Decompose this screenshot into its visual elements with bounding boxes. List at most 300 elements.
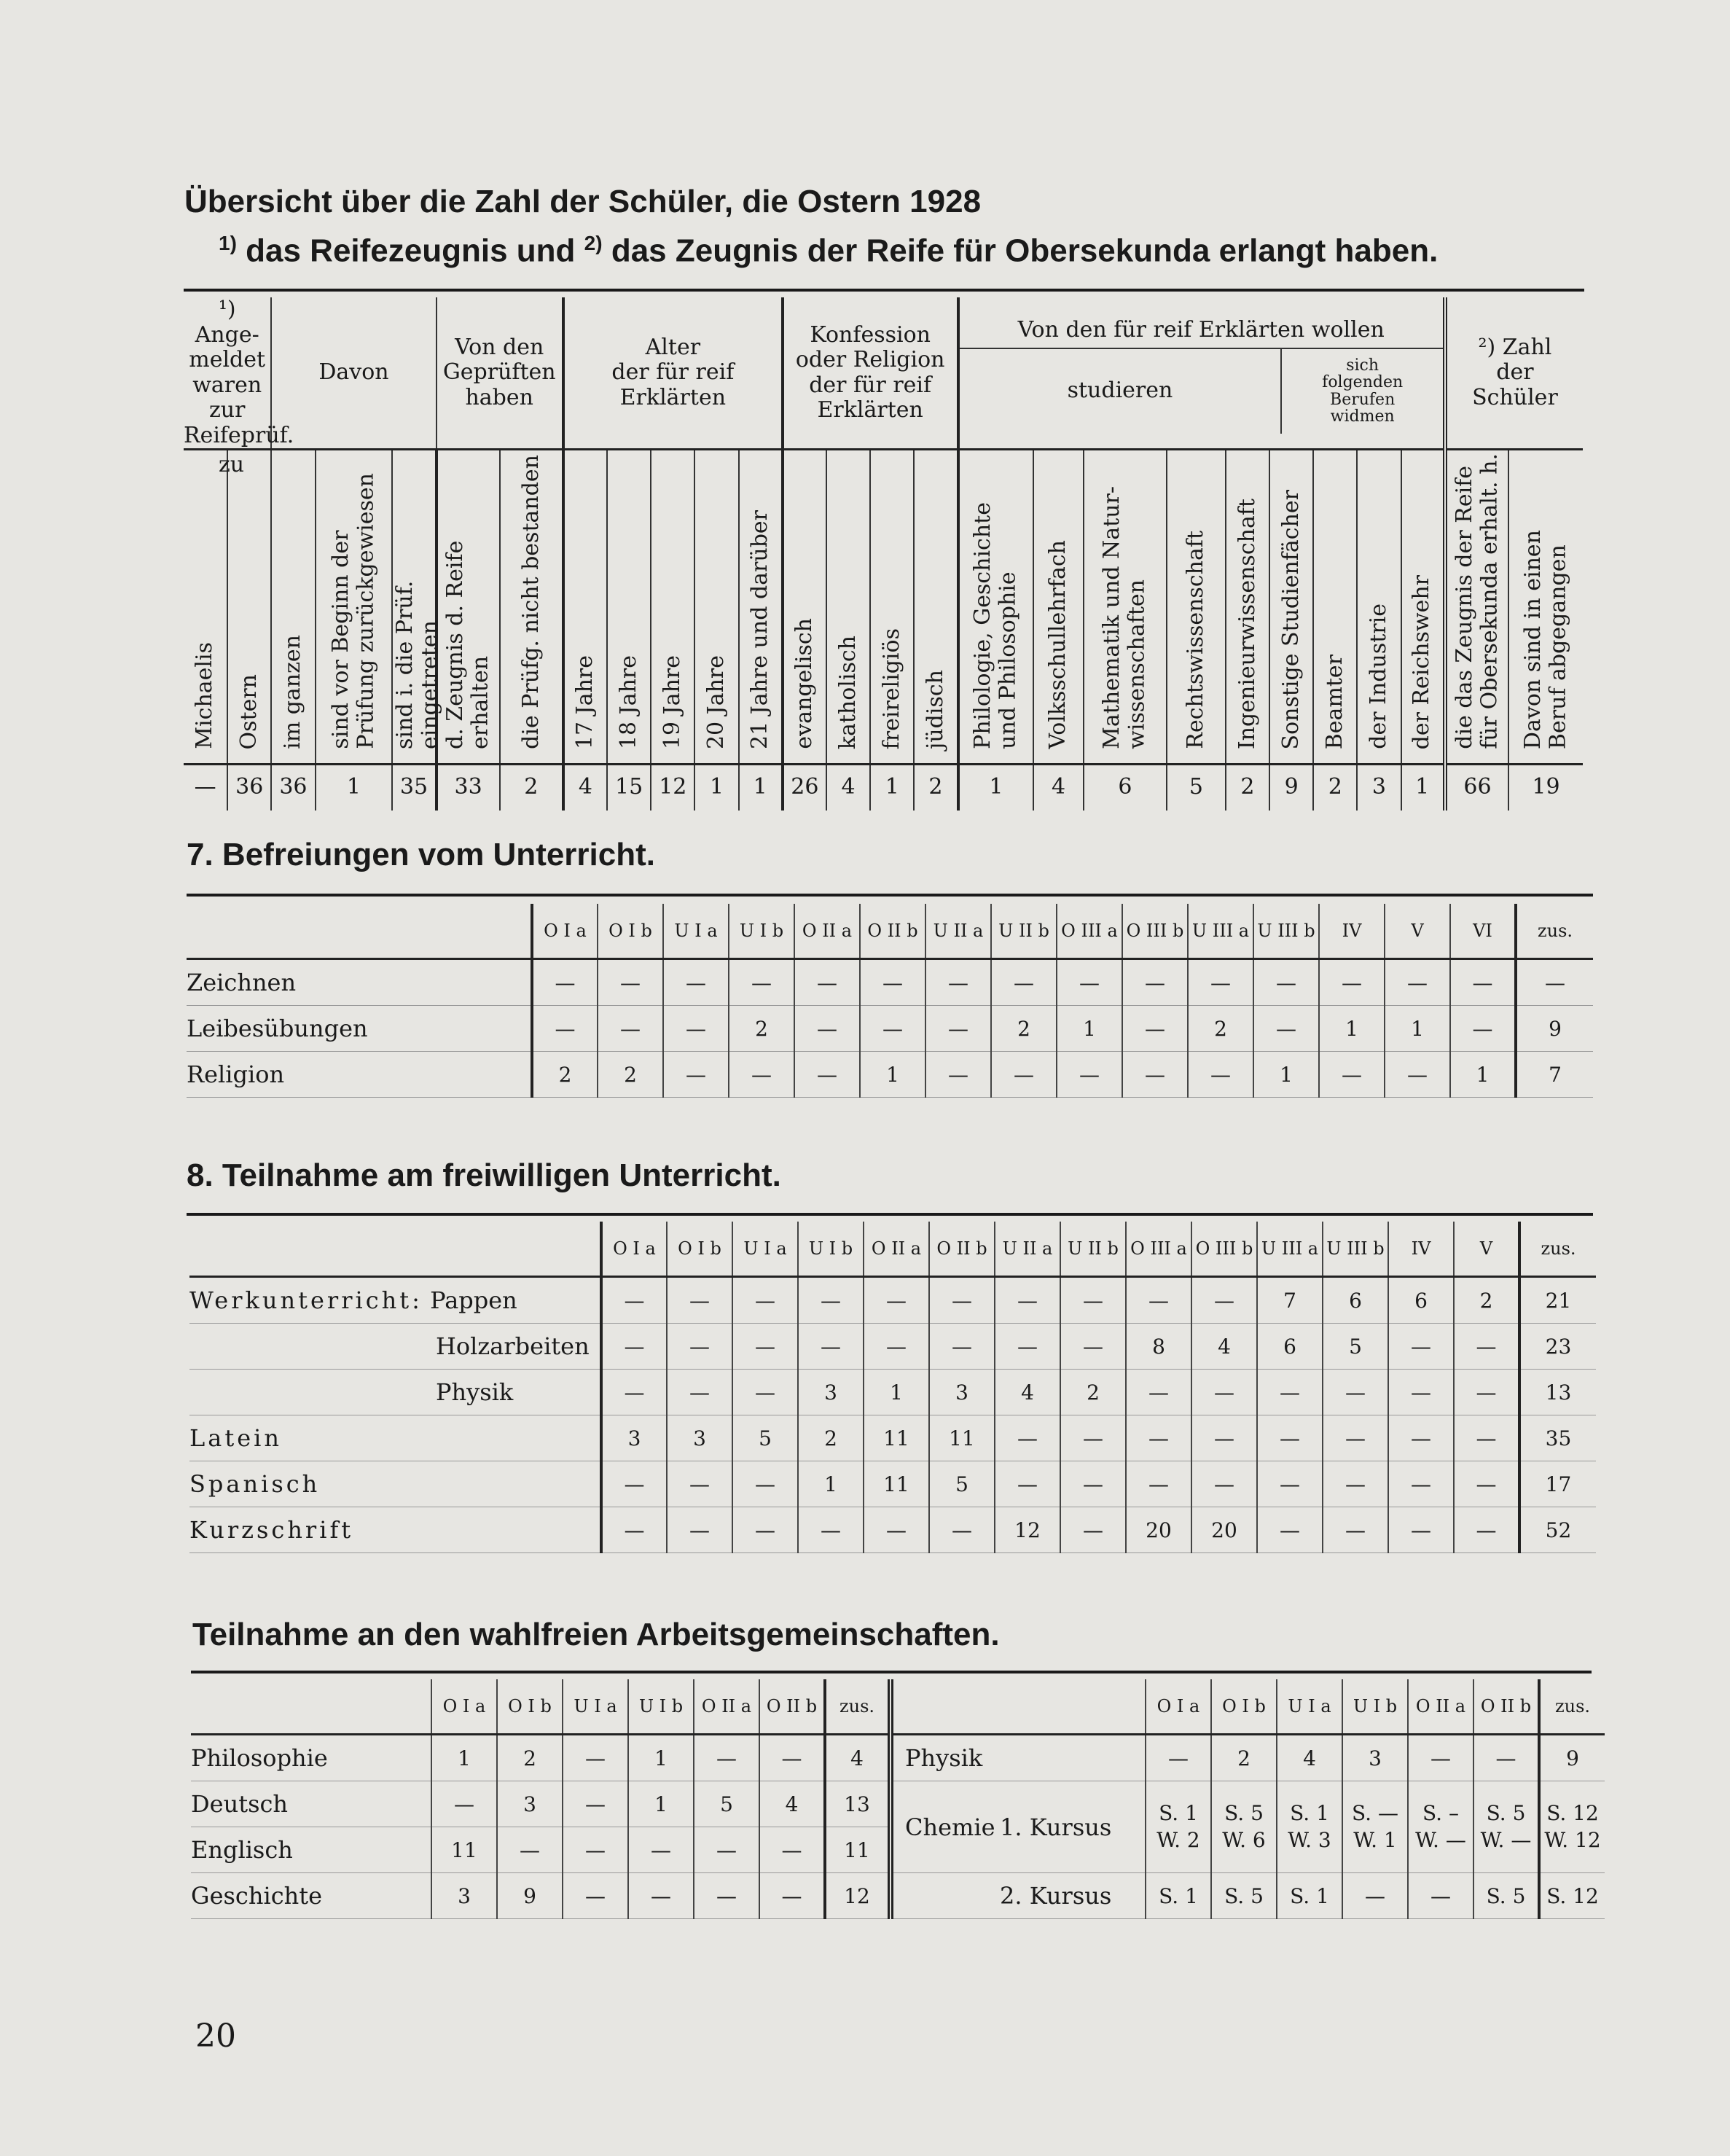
column-label (1167, 450, 1226, 765)
section-7-title: 7. Befreiungen vom Unterricht. (187, 837, 656, 872)
value-cell: — (1122, 1006, 1188, 1052)
value-cell: — (1323, 1507, 1388, 1553)
kursus-label: 2. Kursus (1000, 1873, 1146, 1919)
value-cell: 1 (1450, 1052, 1516, 1098)
value-cell: — (995, 1415, 1060, 1461)
column-header: U III a (1188, 904, 1253, 959)
value-cell: — (1060, 1324, 1126, 1370)
value-cell: 6 (1084, 764, 1167, 811)
value-cell: — (925, 1052, 991, 1098)
value-cell: — (598, 959, 663, 1006)
value-cell: — (1191, 1415, 1257, 1461)
column-header: O II a (694, 1679, 759, 1735)
column-label (870, 450, 914, 765)
column-header: O II b (1473, 1679, 1539, 1735)
column-header: O II b (860, 904, 925, 959)
empty-cell (891, 1873, 1000, 1919)
column-label-text: 19 Jahre (659, 655, 686, 749)
value-cell: 9 (1539, 1735, 1605, 1781)
value-cell: 1 (316, 764, 393, 811)
value-cell: — (929, 1324, 995, 1370)
rule (191, 1671, 1592, 1673)
value-cell: — (1454, 1324, 1519, 1370)
column-header: O I a (431, 1679, 497, 1735)
value-cell: 2 (1188, 1006, 1253, 1052)
value-cell: — (1060, 1507, 1126, 1553)
column-header: zus. (1519, 1222, 1596, 1277)
value-cell: — (628, 1873, 694, 1919)
value-cell: — (1388, 1507, 1454, 1553)
row-label: Religion (187, 1052, 532, 1098)
column-header: U I b (729, 904, 794, 959)
row-label (189, 1277, 601, 1324)
value-cell: 2 (1226, 764, 1269, 811)
value-cell: — (1385, 1052, 1450, 1098)
value-cell: S. – W. — (1408, 1781, 1473, 1873)
value-cell: 12 (995, 1507, 1060, 1553)
value-cell: — (497, 1827, 563, 1873)
value-cell: — (563, 1827, 628, 1873)
value-cell: — (1191, 1277, 1257, 1324)
column-label-text: evangelisch (791, 618, 818, 749)
value-cell: 2 (1454, 1277, 1519, 1324)
value-cell: 9 (1516, 1006, 1593, 1052)
value-cell: — (1450, 1006, 1516, 1052)
column-label (739, 450, 783, 765)
table-reifezeugnis (184, 297, 1583, 811)
column-header: O II a (794, 904, 860, 959)
value-cell: 35 (1519, 1415, 1596, 1461)
value-cell: — (663, 1052, 729, 1098)
value-cell: — (995, 1277, 1060, 1324)
value-cell: — (694, 1827, 759, 1873)
value-cell: — (732, 1370, 798, 1415)
column-header: U I b (798, 1222, 864, 1277)
header-empty (187, 904, 532, 959)
value-cell: — (1122, 1052, 1188, 1098)
row-label: Kurzschrift (189, 1507, 601, 1553)
header-zahl-der-schueler: ²) Zahl der Schüler (1445, 297, 1583, 450)
value-cell: 5 (1323, 1324, 1388, 1370)
row-label: Deutsch (191, 1781, 431, 1827)
page-subtitle: $^{1)}$ das Reifezeugnis und $^{2)}$ das Zeugnis der Reife für Obersekunda erlangt haben. (219, 232, 1439, 269)
value-cell: S. 12 (1539, 1873, 1605, 1919)
column-label (1445, 450, 1508, 765)
column-label (184, 450, 227, 765)
value-cell: — (667, 1277, 732, 1324)
column-label-text: Michaelis (192, 642, 218, 749)
table-arbeitsgemeinschaften (191, 1679, 1605, 1919)
header-empty (891, 1679, 1000, 1735)
value-cell: — (1319, 1052, 1385, 1098)
kursus-label: 1. Kursus (1000, 1781, 1146, 1873)
value-cell: — (1057, 959, 1122, 1006)
value-cell: — (1060, 1277, 1126, 1324)
rule (184, 289, 1584, 292)
value-cell: — (1060, 1415, 1126, 1461)
column-header: O III b (1122, 904, 1188, 959)
value-cell: 5 (929, 1461, 995, 1507)
column-label-text: Mathematik und Natur- wissenschaften (1099, 486, 1150, 749)
column-label (783, 450, 826, 765)
value-cell: — (1323, 1461, 1388, 1507)
value-cell: S. 5 W. 6 (1211, 1781, 1277, 1873)
value-cell: — (729, 1052, 794, 1098)
value-cell: 1 (1253, 1052, 1319, 1098)
value-cell: — (732, 1324, 798, 1370)
row-label: Zeichnen (187, 959, 532, 1006)
value-cell: 1 (860, 1052, 925, 1098)
value-cell: — (1323, 1370, 1388, 1415)
value-cell: 12 (651, 764, 694, 811)
value-cell: 7 (1516, 1052, 1593, 1098)
column-label (1033, 450, 1083, 765)
value-cell: 1 (958, 764, 1034, 811)
value-cell: — (431, 1781, 497, 1827)
value-cell: — (732, 1461, 798, 1507)
header-empty (189, 1222, 601, 1277)
value-cell: 9 (1269, 764, 1313, 811)
value-cell: — (563, 1781, 628, 1827)
column-header: U I b (628, 1679, 694, 1735)
header-konfession: Konfession oder Religion der für reif Erklärten (783, 297, 958, 450)
value-cell: 20 (1191, 1507, 1257, 1553)
table-row (189, 1415, 1596, 1461)
column-label (316, 450, 393, 765)
column-label-text: Ingenieurwissenschaft (1234, 498, 1260, 749)
column-header: V (1385, 904, 1450, 959)
column-label-text: 21 Jahre und darüber (746, 509, 772, 749)
column-label (563, 450, 607, 765)
value-cell: 3 (667, 1415, 732, 1461)
column-header: O II b (929, 1222, 995, 1277)
value-cell: — (929, 1277, 995, 1324)
row-label: Holzarbeiten (189, 1324, 601, 1370)
value-cell: S. — W. 1 (1342, 1781, 1408, 1873)
value-cell: — (1450, 959, 1516, 1006)
column-header: O I a (601, 1222, 667, 1277)
column-label (437, 450, 500, 765)
value-cell: — (667, 1461, 732, 1507)
column-header: U II a (995, 1222, 1060, 1277)
value-cell: — (1126, 1277, 1191, 1324)
column-label-text: die Prüfg. nicht bestanden (517, 455, 544, 749)
value-cell: 11 (864, 1461, 929, 1507)
value-cell: 36 (271, 764, 315, 811)
value-cell: 23 (1519, 1324, 1596, 1370)
column-label-text: der Industrie (1366, 604, 1392, 749)
value-cell: — (1454, 1370, 1519, 1415)
value-cell: — (1323, 1415, 1388, 1461)
value-cell: — (860, 959, 925, 1006)
column-header: U III b (1253, 904, 1319, 959)
column-label-text: jüdisch (922, 670, 948, 749)
column-label-text: Philologie, Geschichte und Philosophie (970, 502, 1021, 749)
value-cell: 4 (1191, 1324, 1257, 1370)
column-header: VI (1450, 904, 1516, 959)
sub-label: Pappen (422, 1286, 517, 1314)
value-cell: — (628, 1827, 694, 1873)
row-label-physik: Physik (891, 1735, 1000, 1781)
column-header: V (1454, 1222, 1519, 1277)
column-label-text: Sonstige Studienfächer (1277, 489, 1304, 749)
column-label-text: sind vor Beginn der Prüfung zurückgewiesen (327, 473, 379, 749)
column-label (500, 450, 563, 765)
value-cell: 2 (1313, 764, 1357, 811)
column-label-text: Davon sind in einen Beruf abgegangen (1520, 529, 1571, 749)
column-header: O I a (532, 904, 598, 959)
value-cell: — (732, 1277, 798, 1324)
value-cell: — (1454, 1461, 1519, 1507)
column-label-text: der Reichswehr (1409, 574, 1435, 749)
value-cell: 3 (1357, 764, 1401, 811)
value-cell: 9 (497, 1873, 563, 1919)
row-label: Englisch (191, 1827, 431, 1873)
value-cell: 4 (826, 764, 870, 811)
column-label (392, 450, 443, 765)
value-cell: 5 (732, 1415, 798, 1461)
table-row (189, 1370, 1596, 1415)
value-cell: — (925, 959, 991, 1006)
value-cell: — (1388, 1461, 1454, 1507)
value-cell: — (995, 1324, 1060, 1370)
value-cell: 19 (1508, 764, 1583, 811)
value-cell: — (694, 1735, 759, 1781)
value-cell: — (1257, 1370, 1323, 1415)
value-cell: — (860, 1006, 925, 1052)
value-cell: 1 (1057, 1006, 1122, 1052)
zu-label: zu (219, 452, 245, 477)
column-header: zus. (1539, 1679, 1605, 1735)
table-row (187, 1006, 1593, 1052)
value-cell: — (1146, 1735, 1211, 1781)
value-cell: 11 (864, 1415, 929, 1461)
value-cell: — (864, 1277, 929, 1324)
value-cell: 36 (227, 764, 271, 811)
header-angemeldet: ¹) Ange- meldet waren zur Reifeprüf. (184, 297, 294, 448)
value-cell: 6 (1257, 1324, 1323, 1370)
column-header: IV (1319, 904, 1385, 959)
section-9-title: Teilnahme an den wahlfreien Arbeitsgemeinschaften. (192, 1617, 1000, 1652)
value-cell: — (1454, 1415, 1519, 1461)
value-cell: 2 (729, 1006, 794, 1052)
value-cell: 2 (1211, 1735, 1277, 1781)
table-row (187, 1052, 1593, 1098)
value-cell: 7 (1257, 1277, 1323, 1324)
value-cell: 2 (497, 1735, 563, 1781)
value-cell: — (1188, 1052, 1253, 1098)
value-cell: 4 (563, 764, 607, 811)
value-cell: 17 (1519, 1461, 1596, 1507)
value-cell: — (1188, 959, 1253, 1006)
value-cell: — (1454, 1507, 1519, 1553)
column-header: U I a (1277, 1679, 1342, 1735)
value-cell: — (1516, 959, 1593, 1006)
value-cell: — (864, 1324, 929, 1370)
value-cell: — (1342, 1873, 1408, 1919)
column-header: zus. (825, 1679, 891, 1735)
value-cell: — (1191, 1370, 1257, 1415)
value-cell: 4 (759, 1781, 825, 1827)
header-von-den-geprueften: Von den Geprüften haben (437, 297, 563, 450)
column-header: O III a (1057, 904, 1122, 959)
page-title: Übersicht über die Zahl der Schüler, die Ostern 1928 (184, 184, 982, 219)
value-cell: — (1122, 959, 1188, 1006)
column-label (914, 450, 958, 765)
column-label-text: Ostern (236, 673, 262, 749)
value-cell: 66 (1445, 764, 1508, 811)
row-label: Physik (189, 1370, 601, 1415)
column-label-text: Beamter (1322, 654, 1348, 749)
row-label-chemie: Chemie (891, 1781, 1000, 1873)
value-cell: — (995, 1461, 1060, 1507)
value-cell: 13 (1519, 1370, 1596, 1415)
value-cell: 21 (1519, 1277, 1596, 1324)
header-empty (191, 1679, 431, 1735)
column-header: U III b (1323, 1222, 1388, 1277)
header-davon: Davon (271, 297, 436, 450)
value-cell: — (601, 1277, 667, 1324)
value-cell: 1 (628, 1781, 694, 1827)
value-cell: — (759, 1873, 825, 1919)
column-label-text: sind i. die Prüf. eingetreten (392, 580, 443, 749)
table-befreiungen (187, 904, 1593, 1098)
value-cell: 1 (870, 764, 914, 811)
value-cell: — (194, 774, 216, 800)
row-label: Leibesübungen (187, 1006, 532, 1052)
row-label: Geschichte (191, 1873, 431, 1919)
column-header: U II a (925, 904, 991, 959)
column-label-text: im ganzen (280, 635, 306, 749)
value-cell: 4 (995, 1370, 1060, 1415)
column-label-text: freireligiös (878, 628, 904, 749)
value-cell: 26 (783, 764, 826, 811)
column-label-text: Volksschullehrfach (1045, 540, 1071, 749)
value-cell: 3 (1342, 1735, 1408, 1781)
value-cell: 52 (1519, 1507, 1596, 1553)
value-cell: S. 1 W. 2 (1146, 1781, 1211, 1873)
value-cell: — (667, 1370, 732, 1415)
column-label (1269, 450, 1313, 765)
column-header: O III b (1191, 1222, 1257, 1277)
header-von-den-fuer-reif: Von den für reif Erklärten wollen studieren sich folgenden Berufen widmen (958, 297, 1445, 450)
column-label-text: 18 Jahre (615, 655, 641, 749)
value-cell: 1 (431, 1735, 497, 1781)
value-cell: — (798, 1324, 864, 1370)
empty-cell (1000, 1735, 1146, 1781)
value-cell: — (1257, 1415, 1323, 1461)
value-cell: — (1253, 1006, 1319, 1052)
werk-label: Werkunterricht: (189, 1286, 423, 1314)
table-row (189, 1461, 1596, 1507)
value-cell: — (1388, 1324, 1454, 1370)
value-cell: — (532, 959, 598, 1006)
column-label (1226, 450, 1269, 765)
header-empty (1000, 1679, 1146, 1735)
column-label-text: katholisch (834, 635, 861, 749)
value-cell: 1 (798, 1461, 864, 1507)
value-cell: — (1126, 1461, 1191, 1507)
value-cell: — (563, 1873, 628, 1919)
value-cell: 4 (1277, 1735, 1342, 1781)
value-cell: — (1257, 1461, 1323, 1507)
value-cell: 2 (1060, 1370, 1126, 1415)
value-cell: 3 (431, 1873, 497, 1919)
rule (187, 1213, 1593, 1216)
value-cell: — (1408, 1873, 1473, 1919)
value-cell: — (563, 1735, 628, 1781)
value-cell: — (1319, 959, 1385, 1006)
column-header: U II b (991, 904, 1057, 959)
value-cell: — (601, 1461, 667, 1507)
row-label: Spanisch (189, 1461, 601, 1507)
column-header: O II a (864, 1222, 929, 1277)
value-cell: — (732, 1507, 798, 1553)
table-freiwilliger-unterricht (189, 1222, 1596, 1553)
column-label (227, 450, 271, 765)
value-cell: 5 (1167, 764, 1226, 811)
value-cell: S. 1 (1146, 1873, 1211, 1919)
value-cell: — (1191, 1461, 1257, 1507)
value-cell: 1 (628, 1735, 694, 1781)
value-cell: 1 (739, 764, 783, 811)
value-cell: — (798, 1277, 864, 1324)
value-cell: — (601, 1370, 667, 1415)
value-cell: S. 5 W. — (1473, 1781, 1539, 1873)
value-cell: — (1385, 959, 1450, 1006)
value-cell: — (1473, 1735, 1539, 1781)
column-label (271, 450, 315, 765)
value-cell: S. 5 (1211, 1873, 1277, 1919)
column-label-text: Rechtswissenschaft (1183, 531, 1209, 749)
value-cell: — (991, 959, 1057, 1006)
column-header: U II b (1060, 1222, 1126, 1277)
value-cell: — (663, 1006, 729, 1052)
value-cell: 1 (1319, 1006, 1385, 1052)
value-cell: — (1126, 1370, 1191, 1415)
column-header: zus. (1516, 904, 1593, 959)
value-cell: 2 (798, 1415, 864, 1461)
column-label-text: die das Zeugnis der Reife für Obersekunda erhalt. h. (1451, 453, 1503, 749)
value-cell: 8 (1126, 1324, 1191, 1370)
value-cell: S. 12 W. 12 (1539, 1781, 1605, 1873)
value-cell: — (1408, 1735, 1473, 1781)
value-cell: — (794, 959, 860, 1006)
column-header: U I a (732, 1222, 798, 1277)
value-cell: — (929, 1507, 995, 1553)
value-cell: — (759, 1827, 825, 1873)
table-row (189, 1324, 1596, 1370)
table-row (189, 1277, 1596, 1324)
column-label (607, 450, 651, 765)
column-label-text: d. Zeugnis d. Reife erhalten (442, 540, 493, 749)
value-cell: — (1126, 1415, 1191, 1461)
value-cell: — (759, 1735, 825, 1781)
value-cell: — (925, 1006, 991, 1052)
value-cell: S. 1 (1277, 1873, 1342, 1919)
value-cell: 3 (601, 1415, 667, 1461)
value-cell: — (864, 1507, 929, 1553)
value-cell: 3 (929, 1370, 995, 1415)
column-header: O I b (598, 904, 663, 959)
column-label-text: 17 Jahre (572, 655, 598, 749)
column-header: O I b (497, 1679, 563, 1735)
row-label: Philosophie (191, 1735, 431, 1781)
value-cell: — (798, 1507, 864, 1553)
value-cell: — (694, 1873, 759, 1919)
value-cell: — (667, 1507, 732, 1553)
value-cell: 6 (1388, 1277, 1454, 1324)
